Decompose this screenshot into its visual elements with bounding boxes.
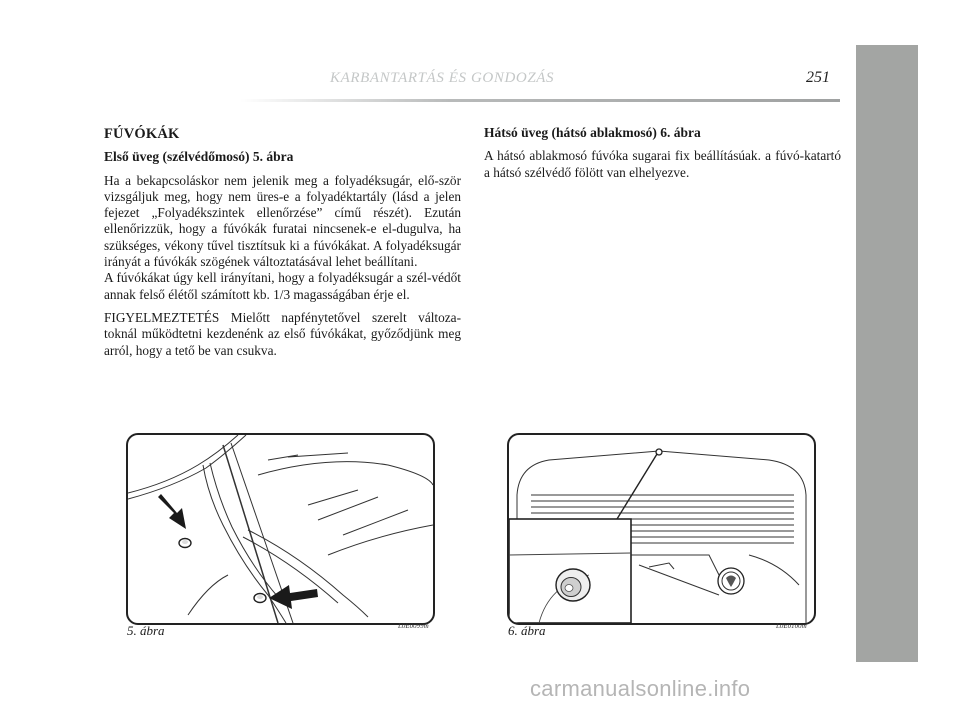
running-header-title: KARBANTARTÁS ÉS GONDOZÁS [330, 70, 555, 86]
page-number: 251 [806, 69, 830, 86]
paragraph-front-aim: A fúvókákat úgy kell irányítani, hogy a folyadéksugár a szél-védőt annak felső élétől számított kb. 1/3 magasságában érje el. [104, 270, 461, 302]
subsection-title-rear: Hátsó üveg (hátsó ablakmosó) 6. ábra [484, 125, 701, 140]
paragraph-rear: A hátsó ablakmosó fúvóka sugarai fix beállításúak. a fúvó-katartó a hátsó szélvédő fölött van elhelyezve. [484, 148, 841, 180]
section-title: FÚVÓKÁK [104, 126, 180, 142]
paragraph-warning: FIGYELMEZTETÉS Mielőtt napfénytetővel szerelt változa-toknál működtetni kezdenénk az első fúvókákat, győződjünk meg arról, hogy a tető be van csukva. [104, 309, 461, 358]
subsection-title-front: Első üveg (szélvédőmosó) 5. ábra [104, 149, 294, 165]
right-column [484, 120, 841, 188]
figure-5-caption: 5. ábra [127, 623, 165, 638]
watermark: carmanualsonline.info [530, 676, 751, 701]
paragraph-front-check: Ha a bekapcsoláskor nem jelenik meg a folyadéksugár, elő-ször vizsgáljuk meg, hogy nem üres-e a folyadéktartály (lásd a jelen fejezet „Folyadékszintek ellenőrzése” című részét). Ezután ellenőrizzük, hogy a fúvókák furatai nincsenek-e el-dugulva, ha szükséges, vékony tűvel tisztítsuk ki a fúvókákat. A folyadéksugár irányát a fúvókák szögének változtatásával lehet beállítani. [104, 172, 461, 270]
figure-5-code: L0E0099m [398, 622, 429, 630]
figure-6-code: L0E0100m [776, 622, 807, 630]
side-tab [856, 45, 918, 662]
left-column [104, 120, 461, 366]
figure-6-caption: 6. ábra [508, 623, 546, 638]
header-rule [240, 99, 840, 102]
rear-washer-illustration [509, 435, 814, 623]
figure-rear-washer-jet [507, 433, 816, 625]
front-washer-illustration [128, 435, 433, 623]
figure-front-washer-jets [126, 433, 435, 625]
